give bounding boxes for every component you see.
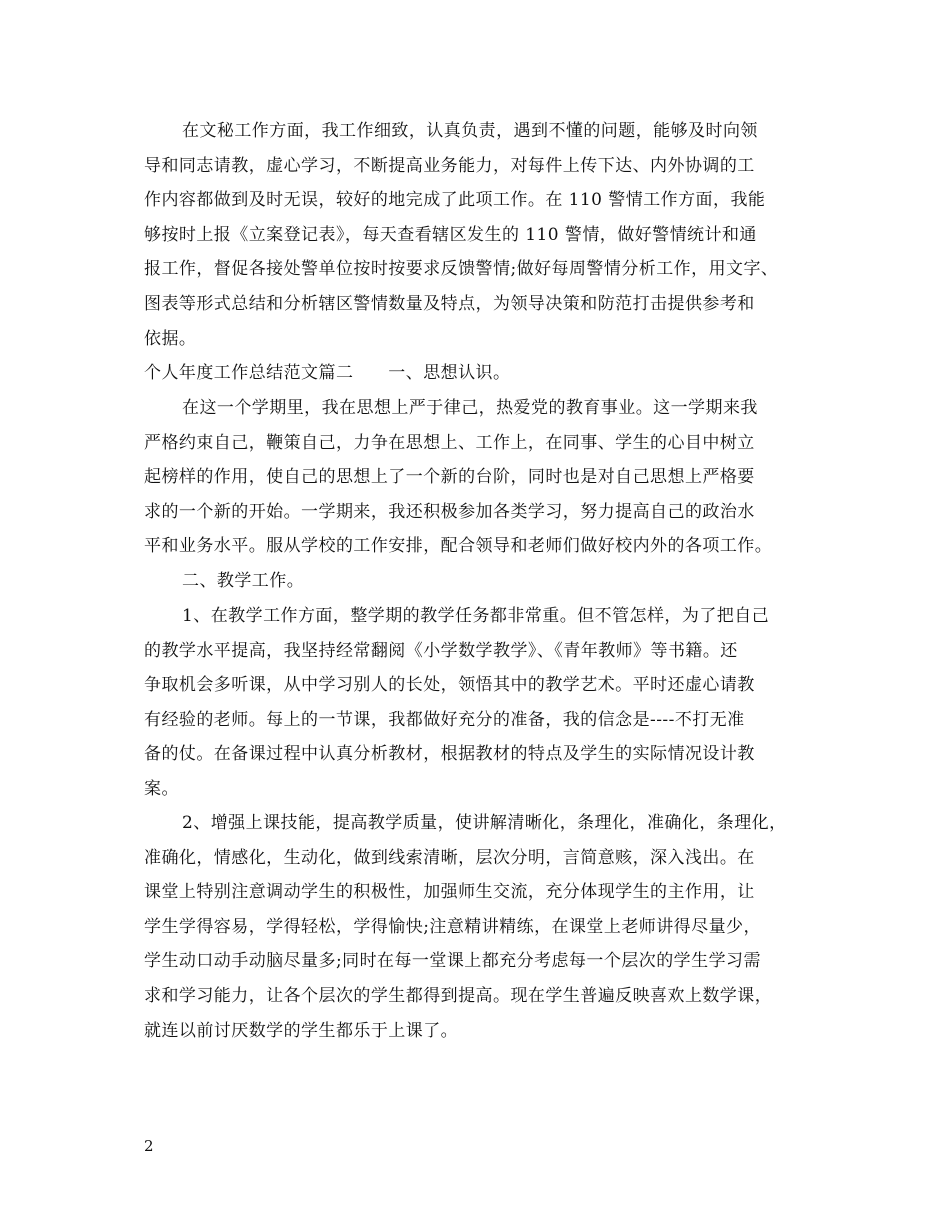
text-line: 在这一个学期里，我在思想上严于律己，热爱党的教育事业。这一学期来我 [182, 398, 758, 418]
paragraph-secretarial-work [144, 114, 834, 356]
subheading-teaching-work [144, 564, 834, 599]
text-line: 学生动口动手动脑尽量多;同时在每一堂课上都充分考虑每一个层次的学生学习需 [144, 951, 761, 972]
text-line: 严格约束自己，鞭策自己，力争在思想上、工作上，在同事、学生的心目中树立 [144, 432, 755, 453]
text-line: 课堂上特别注意调动学生的积极性，加强师生交流，充分体现学生的主作用，让 [144, 882, 755, 903]
text-line: 2、增强上课技能，提高教学质量，使讲解清晰化，条理化，准确化，条理化， [182, 813, 787, 833]
text-line: 的教学水平提高，我坚持经常翻阅《小学数学教学》、《青年教师》等书籍。还 [144, 640, 738, 661]
text-line: 求和学习能力，让各个层次的学生都得到提高。现在学生普遍反映喜欢上数学课， [144, 985, 773, 1006]
text-line: 学生学得容易，学得轻松，学得愉快;注意精讲精练，在课堂上老师讲得尽量少， [144, 916, 761, 937]
text-line: 争取机会多听课，从中学习别人的长处，领悟其中的教学艺术。平时还虚心请教 [144, 675, 755, 696]
text-line: 备的仗。在备课过程中认真分析教材，根据教材的特点及学生的实际情况设计教 [144, 744, 755, 765]
heading-line: 个人年度工作总结范文篇二 一、思想认识。 [144, 363, 511, 383]
paragraph-teaching-1 [144, 599, 834, 807]
text-line: 平和业务水平。服从学校的工作安排，配合领导和老师们做好校内外的各项工作。 [144, 536, 773, 557]
text-line: 作内容都做到及时无误，较好的地完成了此项工作。在 110 警情工作方面，我能 [144, 190, 766, 211]
text-line: 就连以前讨厌数学的学生都乐于上课了。 [144, 1020, 459, 1041]
heading-line: 二、教学工作。 [182, 571, 305, 591]
text-line: 报工作，督促各接处警单位按时按要求反馈警情;做好每周警情分析工作，用文字、 [144, 259, 779, 280]
text-line: 1、在教学工作方面，整学期的教学任务都非常重。但不管怎样，为了把自己 [182, 606, 770, 626]
text-line: 够按时上报《立案登记表》，每天查看辖区发生的 110 警情，做好警情统计和通 [144, 224, 757, 245]
section-heading [144, 356, 834, 391]
page-number: 2 [144, 1137, 154, 1155]
paragraph-teaching-2 [144, 806, 834, 1048]
text-line: 导和同志请教，虚心学习，不断提高业务能力，对每件上传下达、内外协调的工 [144, 155, 755, 176]
text-line: 图表等形式总结和分析辖区警情数量及特点，为领导决策和防范打击提供参考和 [144, 293, 755, 314]
text-line: 有经验的老师。每上的一节课，我都做好充分的准备，我的信念是----不打无准 [144, 709, 745, 730]
text-line: 求的一个新的开始。一学期来，我还积极参加各类学习，努力提高自己的政治水 [144, 501, 755, 522]
text-line: 案。 [144, 778, 179, 799]
text-line: 依据。 [144, 328, 197, 349]
text-line: 在文秘工作方面，我工作细致，认真负责，遇到不懂的问题，能够及时向领 [182, 121, 758, 141]
text-line: 准确化，情感化，生动化，做到线索清晰，层次分明，言简意赅，深入浅出。在 [144, 847, 755, 868]
paragraph-ideology [144, 391, 834, 564]
text-line: 起榜样的作用，使自己的思想上了一个新的台阶，同时也是对自己思想上严格要 [144, 467, 755, 488]
